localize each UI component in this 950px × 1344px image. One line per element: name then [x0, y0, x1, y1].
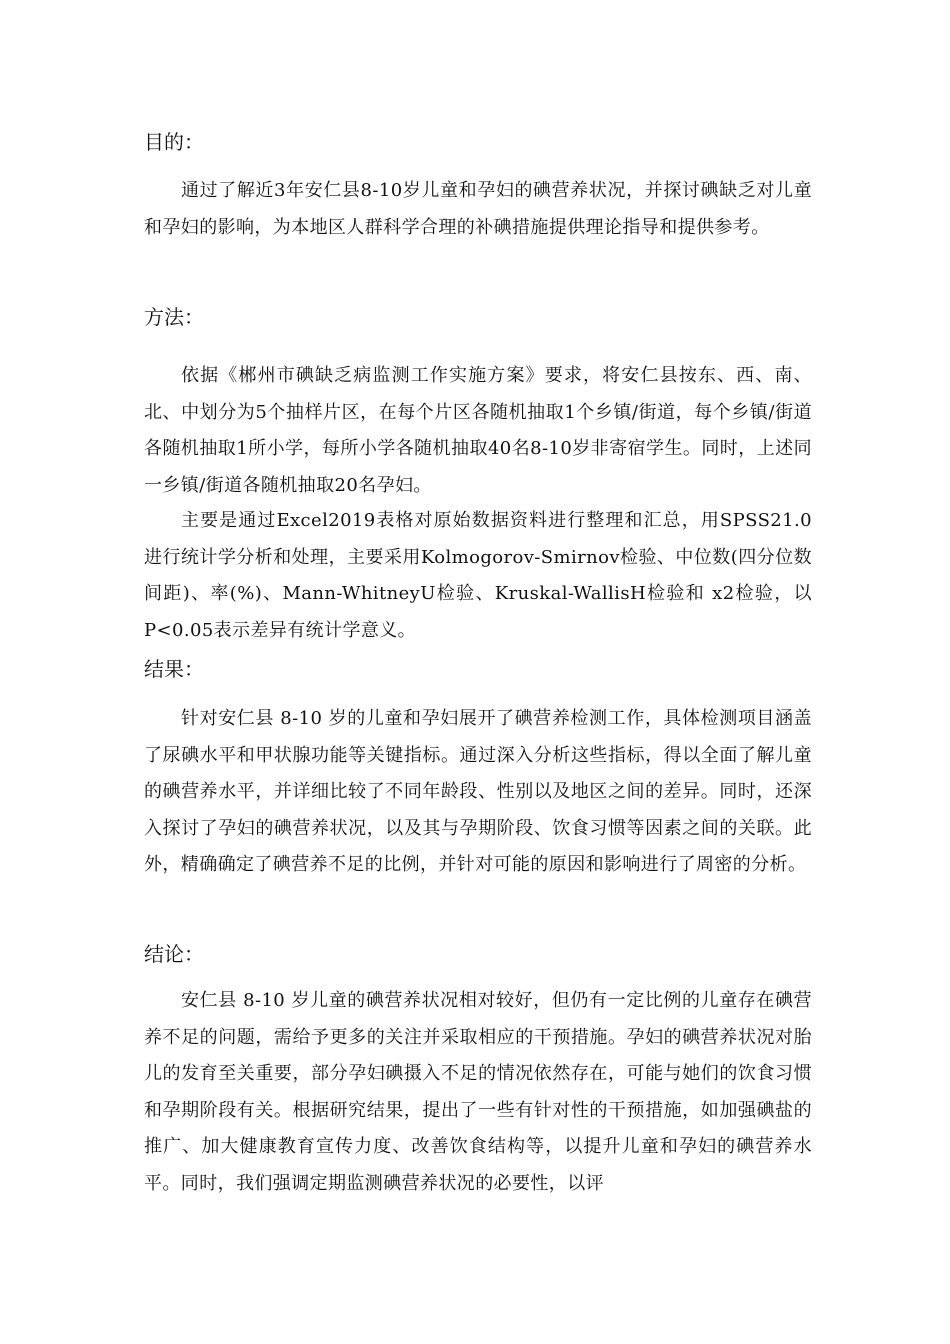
purpose-heading: 目的：	[144, 130, 204, 154]
conclusion-heading: 结论：	[144, 942, 204, 966]
result-heading: 结果：	[144, 657, 204, 681]
purpose-paragraph: 通过了解近3年安仁县8-10岁儿童和孕妇的碘营养状况，并探讨碘缺乏对儿童和孕妇的影响，为本地区人群科学合理的补碘措施提供理论指导和提供参考。	[144, 180, 812, 238]
conclusion-paragraph: 安仁县 8-10 岁儿童的碘营养状况相对较好，但仍有一定比例的儿童存在碘营养不足的问题，需给予更多的关注并采取相应的干预措施。孕妇的碘营养状况对胎儿的发育至关重要，部分孕妇碘摄入不足的情况依然存在，可能与她们的饮食习惯和孕期阶段有关。根据研究结果，提出了一些有针对性的干预措施，如加强碘盐的推广、加大健康教育宣传力度、改善饮食结构等，以提升儿童和孕妇的碘营养水平。同时，我们强调定期监测碘营养状况的必要性，以评	[144, 990, 812, 1194]
method-paragraph-1: 依据《郴州市碘缺乏病监测工作实施方案》要求，将安仁县按东、西、南、北、中划分为5个抽样片区，在每个片区各随机抽取1个乡镇/街道，每个乡镇/街道各随机抽取1所小学，每所小学各随机抽取40名8-10岁非寄宿学生。同时，上述同一乡镇/街道各随机抽取20名孕妇。	[144, 365, 812, 496]
result-paragraph: 针对安仁县 8-10 岁的儿童和孕妇展开了碘营养检测工作，具体检测项目涵盖了尿碘水平和甲状腺功能等关键指标。通过深入分析这些指标，得以全面了解儿童的碘营养水平，并详细比较了不同年龄段、性别以及地区之间的差异。同时，还深入探讨了孕妇的碘营养状况，以及其与孕期阶段、饮食习惯等因素之间的关联。此外，精确确定了碘营养不足的比例，并针对可能的原因和影响进行了周密的分析。	[144, 708, 812, 875]
method-heading: 方法：	[144, 305, 204, 329]
method-paragraph-2: 主要是通过Excel2019表格对原始数据资料进行整理和汇总，用SPSS21.0进行统计学分析和处理，主要采用Kolmogorov-Smirnov检验、中位数(四分位数间距)、率(%)、Mann-WhitneyU检验、Kruskal-WallisH检验和 x2检验，以P<0.05表示差异有统计学意义。	[144, 510, 812, 641]
